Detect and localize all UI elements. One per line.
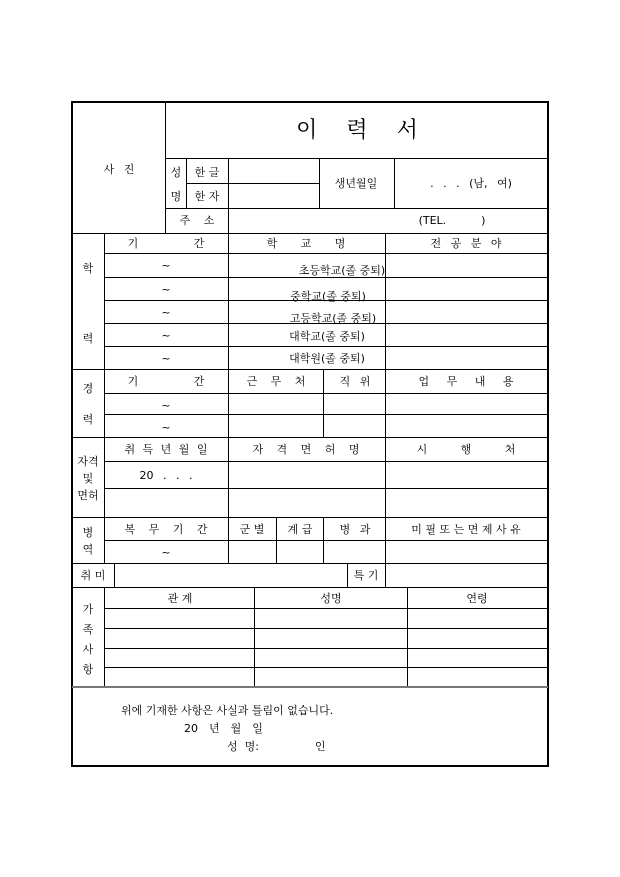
special-label-right [385, 563, 386, 587]
edu-col-period: 기 간 [127, 237, 205, 250]
special-skill-label: 특 기 [353, 569, 379, 582]
photo-divider [165, 101, 166, 233]
special-label-left [347, 563, 348, 587]
edu-section-label-bottom: 력 [82, 332, 94, 345]
license-date-divider [228, 437, 229, 517]
license-row-line [104, 488, 548, 489]
edu-row-school: 대학교(졸 중퇴) [289, 330, 365, 343]
edu-row-school: 대학원(졸 중퇴) [289, 352, 365, 365]
title-bottom-line [165, 158, 548, 159]
birth-date-value: . . . (남, 여) [430, 177, 512, 190]
license-bottom-line [72, 517, 548, 518]
telephone-label: (TEL. ) [418, 214, 486, 227]
name-label-top: 성 [170, 166, 182, 179]
license-col-date: 취 득 년 월 일 [124, 443, 208, 456]
career-workplace-divider [323, 369, 324, 437]
address-bottom-line [72, 233, 548, 234]
family-name-divider [407, 587, 408, 687]
declaration-date: 20 년 월 일 [184, 722, 263, 735]
edu-row-period: ~ [161, 259, 171, 272]
name-label-divider [186, 158, 187, 209]
license-name-divider [385, 437, 386, 517]
birth-label-left [319, 158, 320, 209]
career-col-position: 직 위 [339, 375, 371, 388]
edu-row-school: 중학교(졸 중퇴) [290, 290, 366, 303]
career-header-line [104, 393, 548, 394]
license-section-label-1: 자격 [77, 455, 99, 468]
edu-col-major: 전 공 분 야 [430, 237, 502, 250]
address-label: 주 소 [179, 214, 215, 227]
family-col-name: 성명 [320, 592, 342, 605]
family-row-line-3 [104, 667, 548, 668]
frame-bottom [71, 765, 549, 767]
military-col-period: 복 무 기 간 [124, 523, 208, 536]
career-row-period: ~ [161, 421, 171, 434]
hanja-label: 한 자 [194, 190, 220, 203]
career-section-label-top: 경 [82, 382, 94, 395]
license-section-label-3: 면허 [77, 489, 99, 502]
name-bottom-line [165, 208, 548, 209]
career-row-period: ~ [161, 399, 171, 412]
edu-row-school: 초등학교(졸 중퇴) [298, 264, 386, 277]
hobby-label: 취 미 [80, 569, 106, 582]
hobby-label-divider [114, 563, 115, 587]
frame-left [71, 101, 73, 767]
military-section-label-top: 병 [82, 526, 94, 539]
family-relation-divider [254, 587, 255, 687]
edu-row-period: ~ [161, 283, 171, 296]
declaration-signature: 성 명: 인 [227, 740, 326, 753]
edu-row-period: ~ [161, 329, 171, 342]
hobby-bottom-line [72, 587, 548, 588]
career-col-duties: 업 무 내 용 [418, 375, 514, 388]
military-section-label-bottom: 역 [82, 543, 94, 556]
edu-row-period: ~ [161, 352, 171, 365]
family-col-relation: 관 계 [167, 592, 193, 605]
career-position-divider [385, 369, 386, 437]
family-col-age: 연령 [466, 592, 488, 605]
edu-header-line [104, 253, 548, 254]
career-row-line [104, 414, 548, 415]
military-col-branch: 군 별 [239, 523, 265, 536]
family-section-label-1: 가 [82, 603, 94, 616]
birth-date-label: 생년월일 [334, 177, 378, 190]
career-section-divider [104, 369, 105, 437]
career-section-label-bottom: 력 [82, 413, 94, 426]
license-col-issuer: 시 행 처 [416, 443, 516, 456]
photo-label: 사 진 [103, 163, 135, 176]
license-header-line [104, 461, 548, 462]
edu-row-line-1 [104, 277, 548, 278]
declaration-statement: 위에 기재한 사항은 사실과 틀림이 없습니다. [121, 704, 334, 717]
family-row-line-1 [104, 628, 548, 629]
military-row-period: ~ [161, 546, 171, 559]
family-section-label-3: 사 [82, 643, 94, 656]
career-bottom-line [72, 437, 548, 438]
license-section-label-2: 및 [82, 472, 94, 485]
edu-col-school: 학 교 명 [266, 237, 346, 250]
license-col-name: 자 격 면 허 명 [252, 443, 360, 456]
edu-section-label-top: 학 [82, 262, 94, 275]
hangul-hanja-divider [186, 183, 319, 184]
military-header-line [104, 540, 548, 541]
hangul-label: 한 글 [194, 166, 220, 179]
family-section-label-2: 족 [82, 623, 94, 636]
license-section-divider [104, 437, 105, 517]
birth-label-right [394, 158, 395, 209]
family-header-line [104, 608, 548, 609]
page-title: 이 력 서 [296, 118, 418, 143]
military-bottom-line [72, 563, 548, 564]
military-col-specialty: 병 과 [339, 523, 371, 536]
family-section-divider [104, 587, 105, 687]
edu-row-line-4 [104, 346, 548, 347]
frame-top [71, 101, 549, 103]
family-bottom-line [72, 686, 548, 688]
hangul-value-divider [228, 158, 229, 234]
family-row-line-2 [104, 648, 548, 649]
name-label-bottom: 명 [170, 190, 182, 203]
family-section-label-4: 항 [82, 663, 94, 676]
edu-row-school: 고등학교(졸 중퇴) [289, 312, 377, 325]
career-period-divider [228, 369, 229, 437]
military-col-exemption: 미 필 또 는 면 제 사 유 [411, 523, 521, 536]
license-row-date: 20 . . . [139, 469, 193, 482]
career-col-workplace: 근 무 처 [246, 375, 306, 388]
career-col-period: 기 간 [127, 375, 205, 388]
edu-bottom-line [72, 369, 548, 370]
military-col-rank: 계 급 [287, 523, 313, 536]
edu-row-period: ~ [161, 306, 171, 319]
